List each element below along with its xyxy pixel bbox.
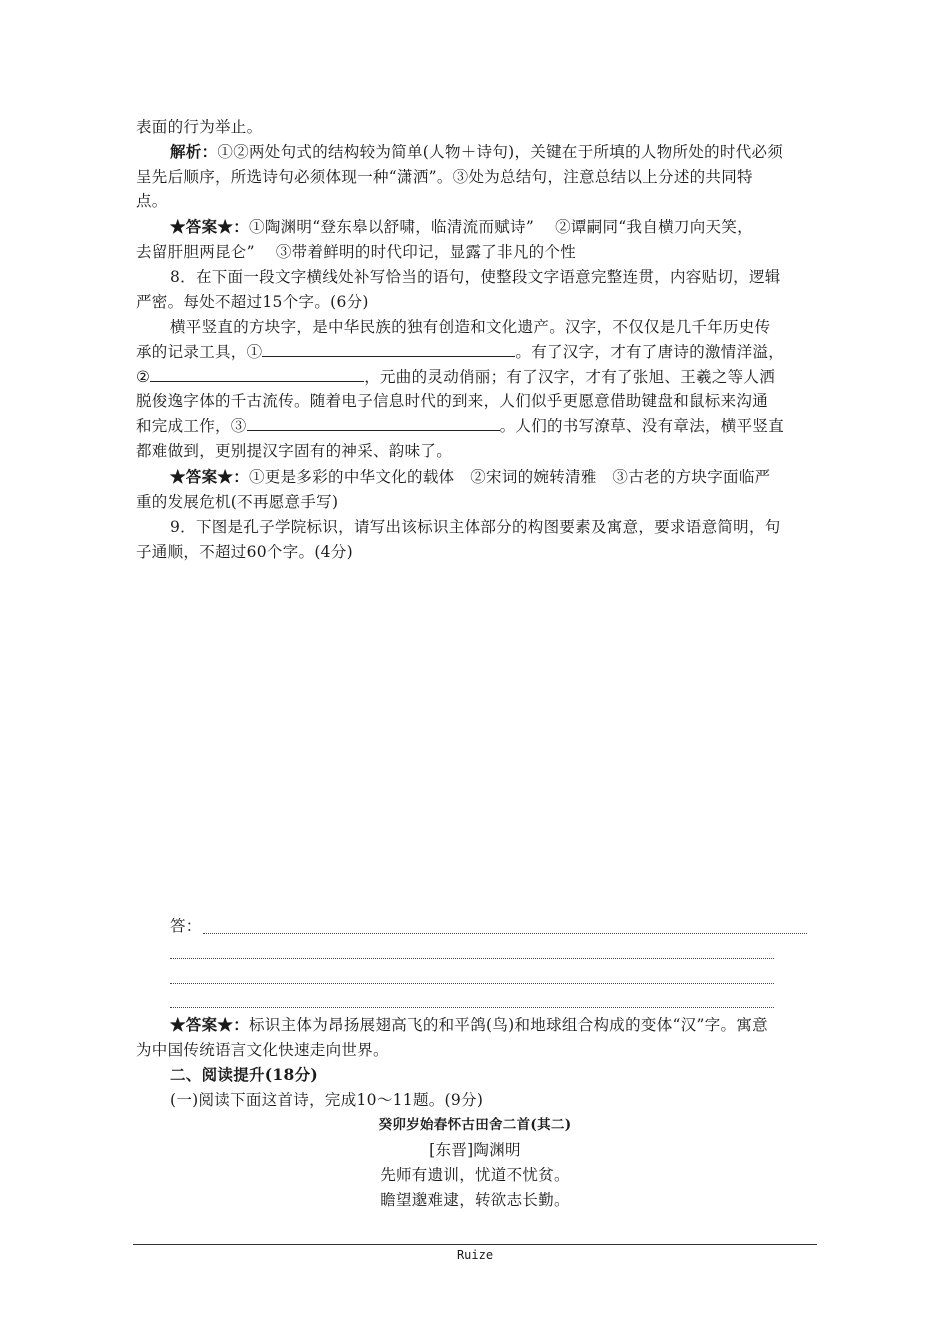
answer-label: ★答案★：: [170, 1015, 250, 1034]
text-line: 子通顺，不超过60个字。(4分): [136, 543, 353, 561]
text-line: 重的发展危机(不再愿意手写): [136, 493, 339, 511]
question-9: 9．下图是孔子学院标识，请写出该标识主体部分的构图要素及寓意，要求语意简明，句: [170, 518, 781, 536]
text-line: 为中国传统语言文化快速走向世界。: [136, 1041, 389, 1059]
poem-author: [东晋]陶渊明: [429, 1141, 521, 1159]
text-line: 表面的行为举止。: [136, 118, 263, 136]
poem-line: 先师有遗训，忧道不忧贫。: [380, 1166, 570, 1184]
question-8: 8．在下面一段文字横线处补写恰当的语句，使整段文字语意完整连贯，内容贴切，逻辑: [170, 268, 781, 286]
answer-write-line[interactable]: [170, 958, 774, 959]
answer-write-line[interactable]: [170, 983, 774, 984]
passage-line: 脱俊逸字体的千古流传。随着电子信息时代的到来，人们似乎更愿意借助键盘和鼠标来沟通: [136, 392, 769, 410]
text-line: 点。: [136, 192, 168, 210]
section-heading: 二、阅读提升(18分): [170, 1065, 319, 1084]
poem-title: 癸卯岁始春怀古田舍二首(其二): [378, 1117, 572, 1133]
passage-line: [136, 414, 816, 438]
answer-text: ①陶渊明“登东皋以舒啸，临清流而赋诗” ②谭嗣同“我自横刀向天笑，: [249, 218, 753, 236]
text-line: 去留肝胆两昆仑” ③带着鲜明的时代印记，显露了非凡的个性: [136, 243, 577, 261]
passage-line: [136, 365, 816, 389]
poem-line: 瞻望邈难逮，转欲志长勤。: [380, 1191, 570, 1209]
answer-write-line[interactable]: [203, 933, 807, 934]
passage-text: 和完成工作，③: [136, 417, 247, 435]
answer-write-line[interactable]: [170, 1007, 774, 1008]
footer-divider: [133, 1244, 817, 1245]
passage-line: 横平竖直的方块字，是中华民族的独有创造和文化遗产。汉字，不仅仅是几千年历史传: [170, 318, 771, 336]
answer-text: 标识主体为昂扬展翅高飞的和平鸽(鸟)和地球组合构成的变体“汉”字。寓意: [249, 1016, 768, 1034]
answer-label: ★答案★：: [170, 217, 250, 236]
subsection-instruction: (一)阅读下面这首诗，完成10～11题。(9分): [170, 1091, 484, 1109]
analysis-text: ①②两处句式的结构较为简单(人物＋诗句)，关键在于所填的人物所处的时代必须: [217, 143, 784, 161]
passage-text: 。人们的书写潦草、没有章法，横平竖直: [499, 417, 785, 435]
passage-text: 承的记录工具，①: [136, 343, 263, 361]
passage-text: ②: [136, 368, 151, 386]
passage-text: 。有了汉字，才有了唐诗的激情洋溢，: [515, 343, 785, 361]
passage-line: [136, 340, 816, 364]
text-line: 呈先后顺序，所选诗句必须体现一种“潇洒”。③处为总结句，注意总结以上分述的共同特: [136, 168, 753, 186]
page-footer: Ruize: [456, 1248, 494, 1262]
answer-label: ★答案★：: [170, 467, 250, 486]
analysis-line: [170, 140, 816, 164]
answer-line: [170, 465, 816, 489]
fill-blank-1[interactable]: [262, 340, 515, 357]
fill-blank-3[interactable]: [247, 414, 500, 431]
answer-line: [170, 1013, 816, 1037]
answer-line: [170, 215, 816, 239]
fill-blank-2[interactable]: [150, 365, 364, 382]
text-line: 严密。每处不超过15个字。(6分): [136, 293, 369, 311]
passage-text: ，元曲的灵动俏丽；有了汉字，才有了张旭、王羲之等人洒: [364, 368, 776, 386]
passage-line: 都难做到，更别提汉字固有的神采、韵味了。: [136, 442, 453, 460]
answer-prompt: 答：: [170, 917, 202, 935]
analysis-label: 解析：: [170, 142, 218, 161]
answer-text: ①更是多彩的中华文化的载体 ②宋词的婉转清雅 ③古老的方块字面临严: [249, 468, 771, 486]
